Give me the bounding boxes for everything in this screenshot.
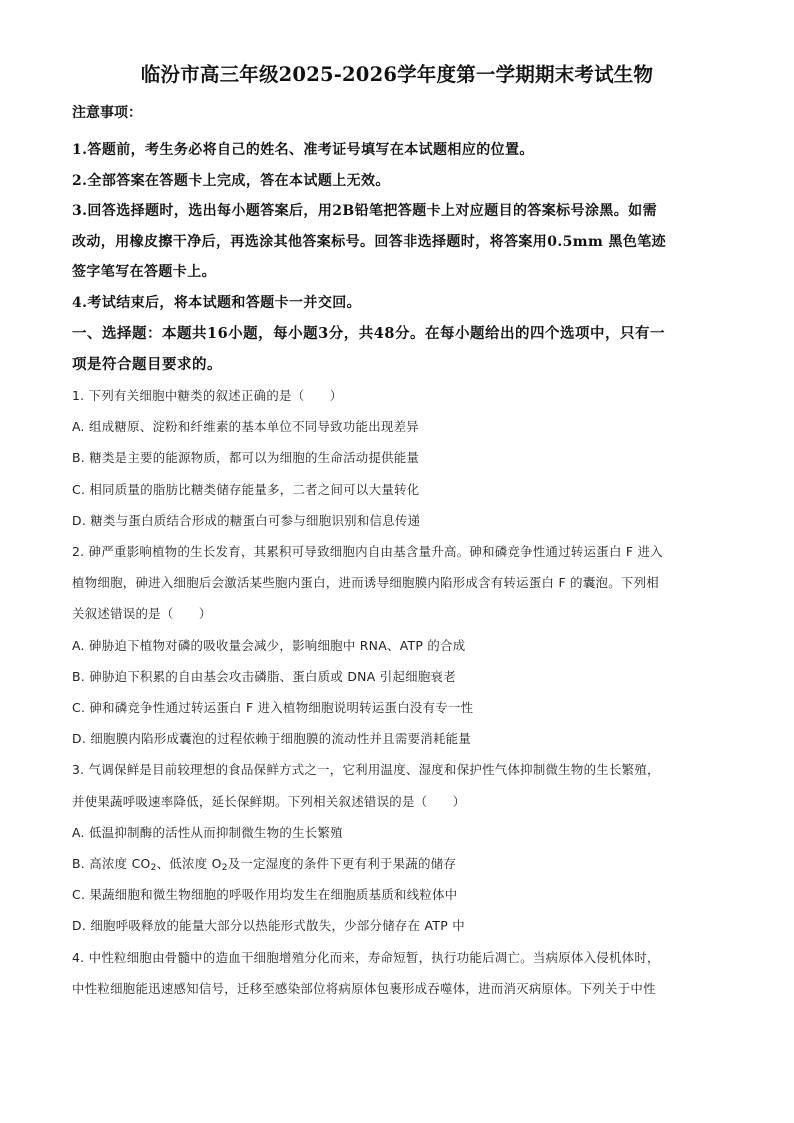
question-3 [72, 754, 722, 941]
question-2-option-b: B. 砷胁迫下积累的自由基会攻击磷脂、蛋白质或 DNA 引起细胞衰老 [72, 668, 456, 684]
option-b-text-1: B. 高浓度 CO [72, 856, 151, 872]
question-2-stem-line-1: 2. 砷严重影响植物的生长发育，其累积可导致细胞内自由基含量升高。砷和磷竞争性通过转运蛋白 F 进入 [72, 544, 663, 560]
question-1-option-d: D. 糖类与蛋白质结合形成的糖蛋白可参与细胞识别和信息传递 [72, 512, 421, 528]
question-3-stem-line-1: 3. 气调保鲜是目前较理想的食品保鲜方式之一，它利用温度、湿度和保护性气体抑制微生物的生长繁殖， [72, 762, 660, 778]
question-2-stem-line-3: 关叙述错误的是（ ） [72, 606, 212, 622]
option-b-text-2: 、低浓度 O [156, 856, 222, 872]
notice-item-3-line-1: 3.回答选择题时，选出每小题答案后，用2B铅笔把答题卡上对应题目的答案标号涂黑。如需 [72, 203, 657, 219]
section-heading [72, 318, 722, 380]
question-1-stem: 1. 下列有关细胞中糖类的叙述正确的是（ ） [72, 388, 343, 403]
question-1-option-b: B. 糖类是主要的能源物质，都可以为细胞的生命活动提供能量 [72, 450, 420, 466]
subscript-2: 2 [150, 863, 157, 874]
question-3-option-b [72, 848, 722, 879]
question-1-option-a: A. 组成糖原、淀粉和纤维素的基本单位不同导致功能出现差异 [72, 419, 419, 435]
page-title: 临汾市高三年级2025-2026学年度第一学期期末考试生物 [140, 63, 654, 86]
notice-item-2: 2.全部答案在答题卡上完成，答在本试题上无效。 [72, 172, 390, 189]
notice-item-3-line-2: 改动，用橡皮擦干净后，再选涂其他答案标号。回答非选择题时，将答案用0.5mm 黑色笔迹 [72, 233, 667, 250]
question-3-option-d: D. 细胞呼吸释放的能量大部分以热能形式散失，少部分储存在 ATP 中 [72, 918, 465, 934]
question-1 [72, 380, 722, 536]
question-1-option-c: C. 相同质量的脂肪比糖类储存能量多，二者之间可以大量转化 [72, 481, 420, 497]
question-3-stem-line-2: 并使果蔬呼吸速率降低，延长保鲜期。下列相关叙述错误的是（ ） [72, 793, 466, 809]
question-2-option-d: D. 细胞膜内陷形成囊泡的过程依赖于细胞膜的流动性并且需要消耗能量 [72, 731, 472, 747]
question-4-stem-line-1: 4. 中性粒细胞由骨髓中的造血干细胞增殖分化而来，寿命短暂，执行功能后凋亡。当病原体入侵机体时， [72, 949, 660, 965]
section-heading-line-2: 项是符合题目要求的。 [72, 356, 222, 373]
notice-title: 注意事项： [72, 105, 142, 121]
notice-item-3-line-3: 签字笔写在答题卡上。 [72, 264, 216, 280]
question-2 [72, 536, 722, 754]
notice-item-1: 1.答题前，考生务必将自己的姓名、准考证号填写在本试题相应的位置。 [72, 142, 534, 158]
section-heading-line-1: 一、选择题：本题共16小题，每小题3分，共48分。在每小题给出的四个选项中，只有一 [72, 325, 665, 342]
question-4-stem-line-2: 中性粒细胞能迅速感知信号，迁移至感染部位将病原体包裹形成吞噬体，进而消灭病原体。下列关于中性 [72, 980, 656, 996]
question-3-option-a: A. 低温抑制酶的活性从而抑制微生物的生长繁殖 [72, 824, 343, 840]
exam-page [72, 62, 722, 1004]
question-3-option-c: C. 果蔬细胞和微生物细胞的呼吸作用均发生在细胞质基质和线粒体中 [72, 887, 458, 903]
option-b-text-3: 及一定湿度的条件下更有利于果蔬的储存 [227, 856, 457, 872]
notice-list [72, 135, 722, 318]
subscript-2: 2 [221, 863, 228, 874]
question-2-option-a: A. 砷胁迫下植物对磷的吸收量会减少，影响细胞中 RNA、ATP 的合成 [72, 637, 466, 653]
question-2-stem-line-2: 植物细胞，砷进入细胞后会激活某些胞内蛋白，进而诱导细胞膜内陷形成含有转运蛋白 F 的囊泡。下列相 [72, 575, 659, 591]
notice-item-4: 4.考试结束后，将本试题和答题卡一并交回。 [72, 294, 362, 311]
question-2-option-c: C. 砷和磷竞争性通过转运蛋白 F 进入植物细胞说明转运蛋白没有专一性 [72, 700, 474, 716]
question-4 [72, 942, 722, 1004]
